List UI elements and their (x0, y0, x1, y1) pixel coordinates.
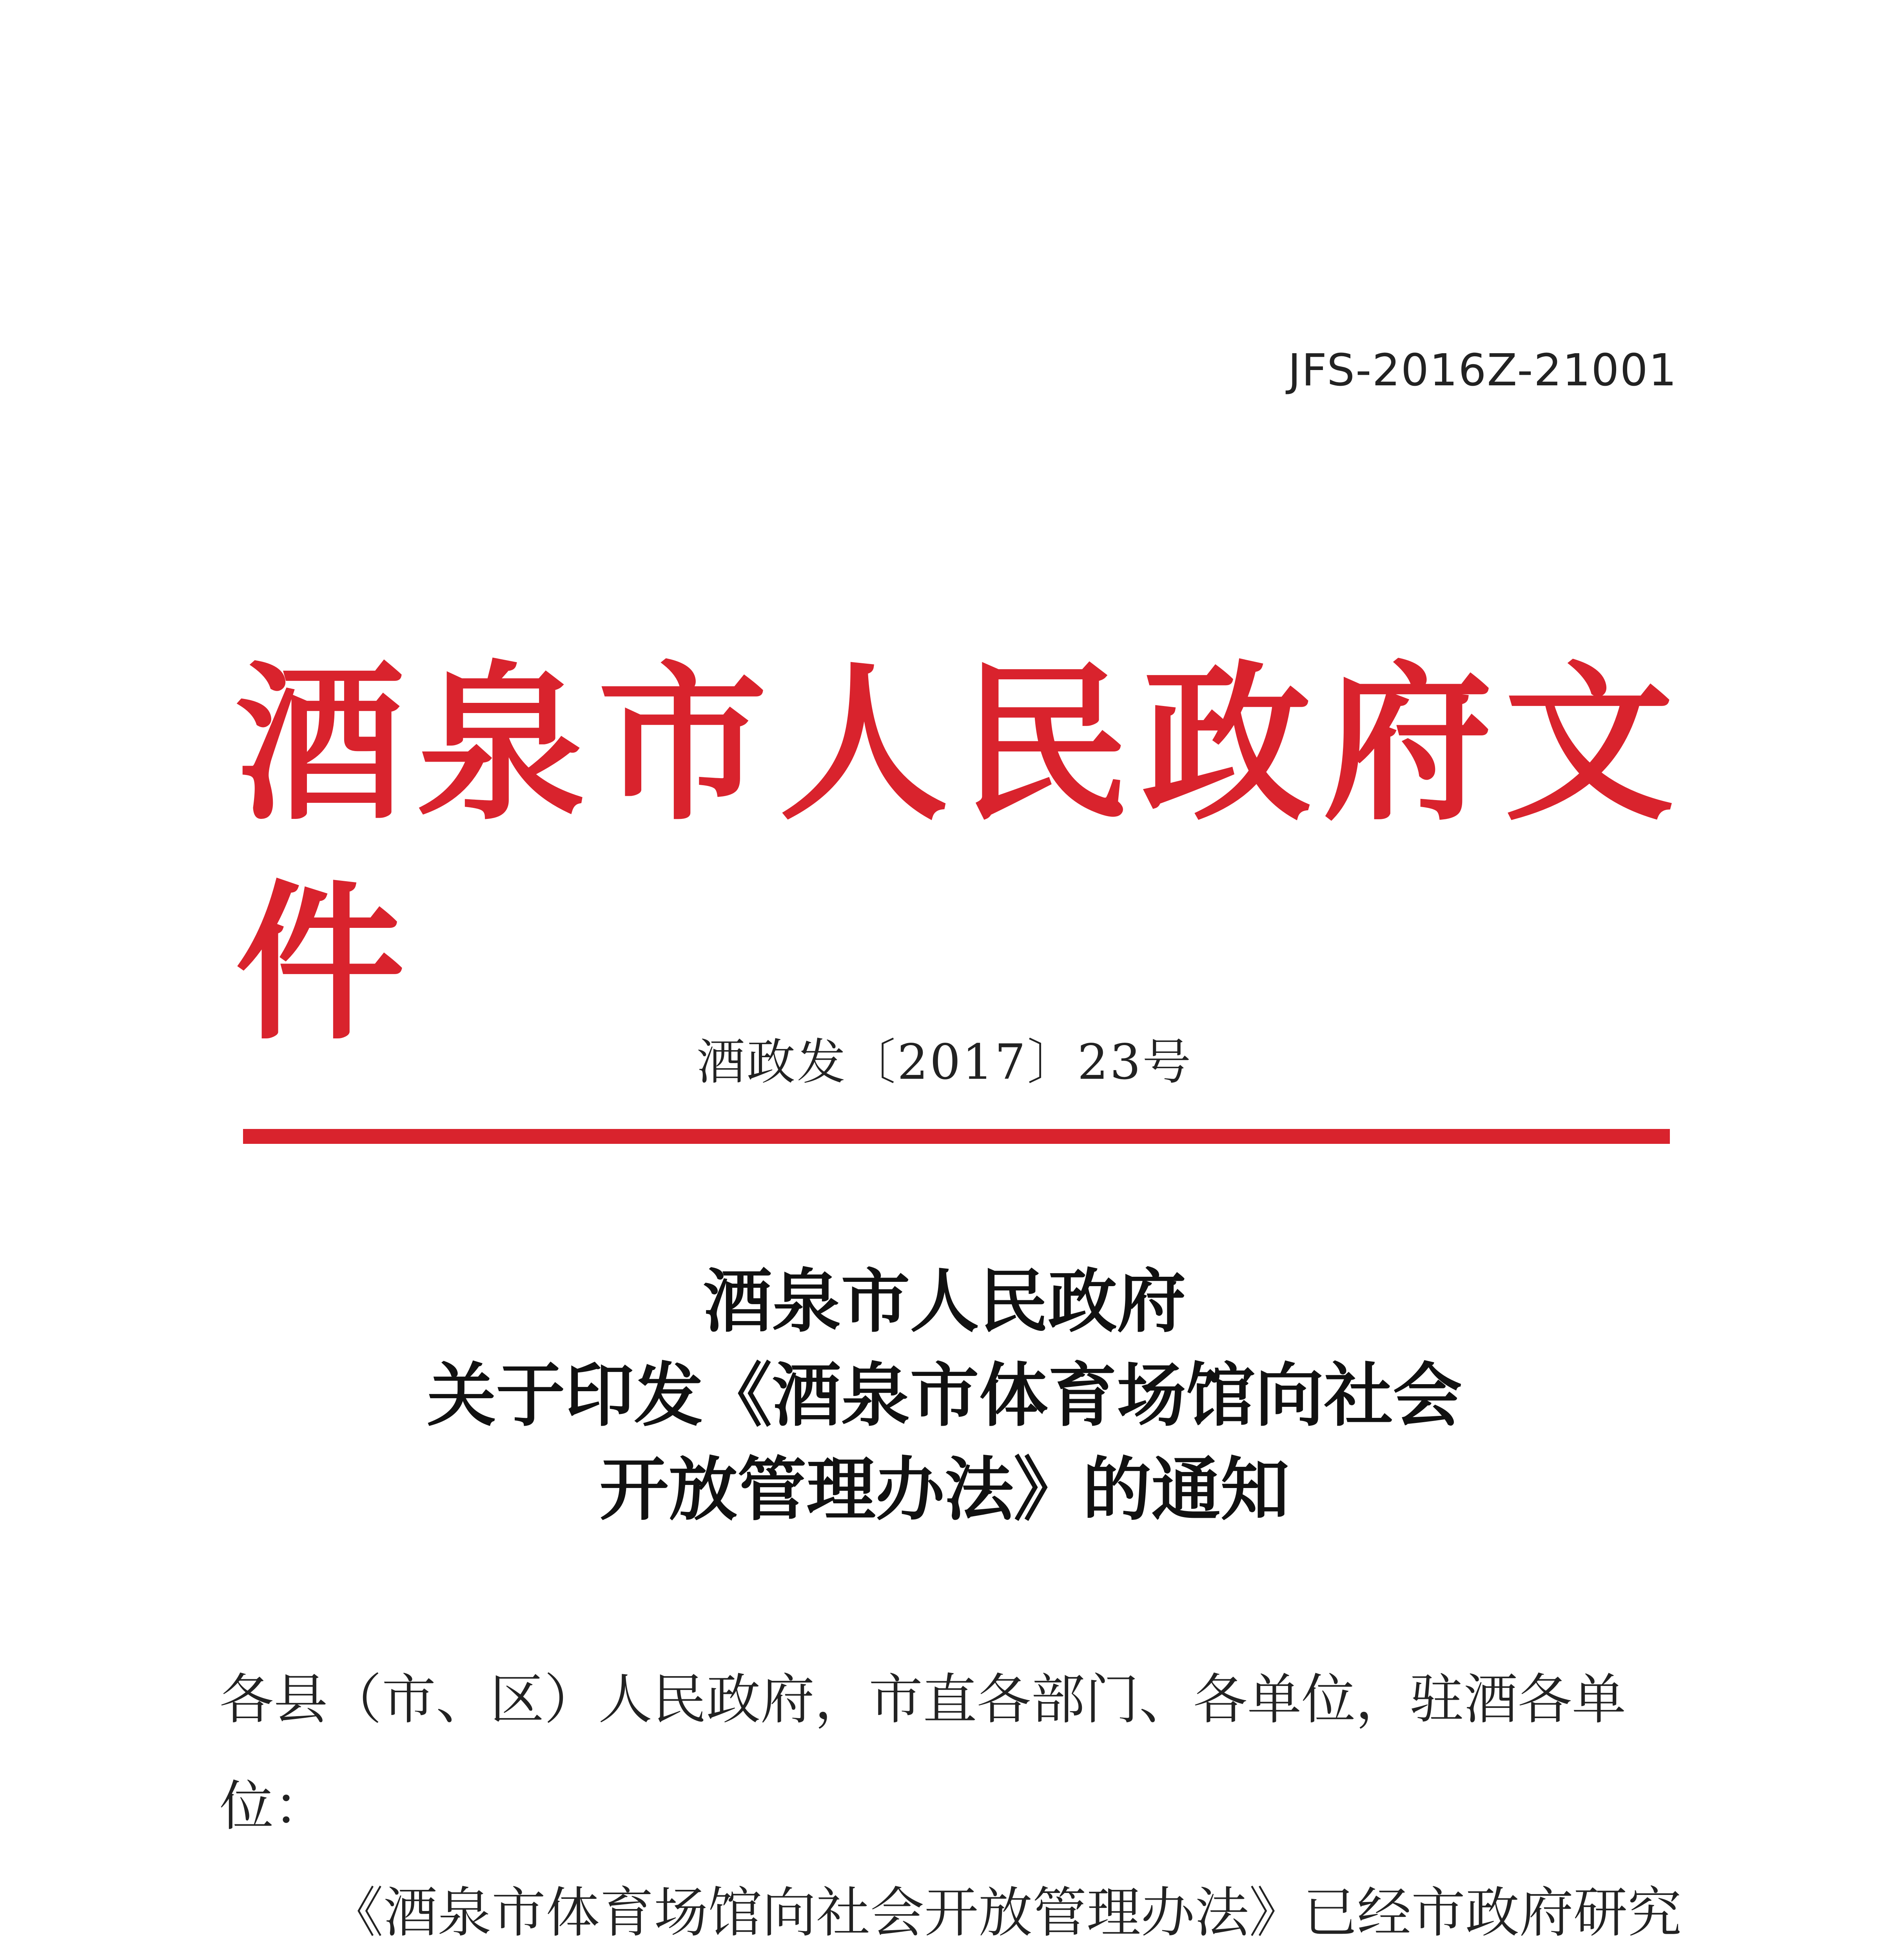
notice-title-line: 酒泉市人民政府 (703, 1261, 1186, 1342)
notice-title (0, 1254, 1889, 1537)
body-paragraph: 《酒泉市体育场馆向社会开放管理办法》已经市政府研究 (329, 1881, 1682, 1944)
notice-title-line: 开放管理办法》的通知 (599, 1449, 1290, 1530)
serial-code: JFS-2016Z-21001 (1288, 345, 1677, 396)
notice-body (220, 1646, 1697, 1960)
red-divider (243, 1129, 1670, 1144)
notice-title-line: 关于印发《酒泉市体育场馆向社会 (427, 1355, 1462, 1436)
document-number: 酒政发〔2017〕23号 (696, 1034, 1193, 1091)
document-header: 酒泉市人民政府文件 (235, 646, 1678, 1063)
recipients: 各县（市、区）人民政府，市直各部门、各单位，驻酒各单位： (220, 1668, 1626, 1838)
